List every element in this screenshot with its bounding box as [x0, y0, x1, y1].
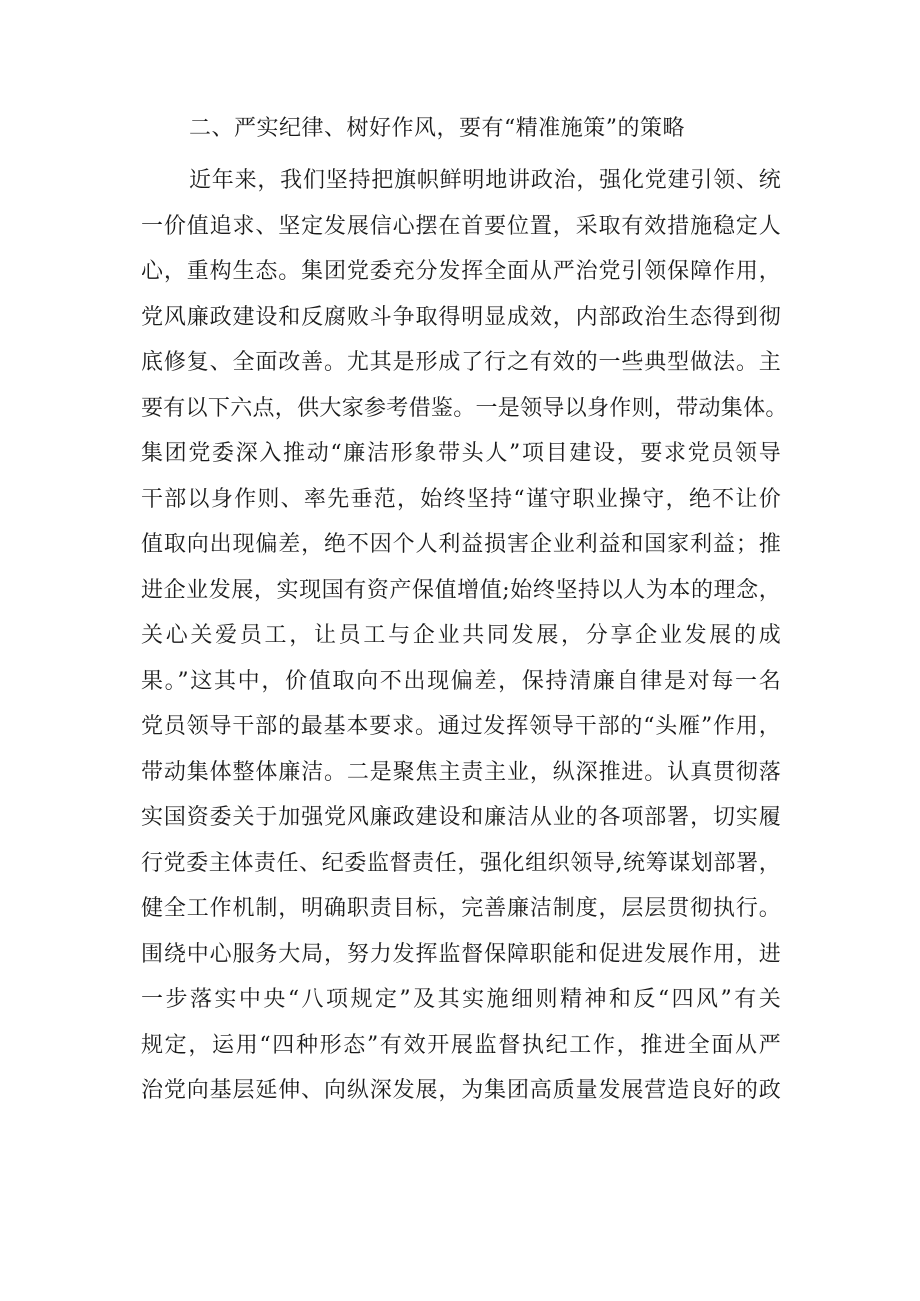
paragraph-line: 带动集体整体廉洁。二是聚焦主责主业，纵深推进。认真贯彻落 [141, 759, 781, 785]
paragraph-line: 干部以身作则、率先垂范，始终坚持“谨守职业操守，绝不让价 [141, 486, 781, 512]
paragraph-line: 行党委主体责任、纪委监督责任，强化组织领导,统筹谋划部署， [141, 850, 781, 876]
paragraph-line: 围绕中心服务大局，努力发挥监督保障职能和促进发展作用，进 [141, 941, 781, 967]
paragraph-line: 要有以下六点，供大家参考借鉴。一是领导以身作则，带动集体。 [141, 395, 788, 421]
paragraph-line: 关心关爱员工，让员工与企业共同发展，分享企业发展的成 [141, 623, 781, 648]
paragraph-line: 党员领导干部的最基本要求。通过发挥领导干部的“头雁”作用， [141, 714, 781, 739]
body-paragraph [141, 158, 788, 1114]
paragraph-line: 进企业发展，实现国有资产保值增值;始终坚持以人为本的理念， [141, 577, 781, 603]
section-heading: 二、严实纪律、树好作风，要有“精准施策”的策略 [189, 116, 685, 141]
paragraph-line: 值取向出现偏差，绝不因个人利益损害企业利益和国家利益；推 [141, 532, 781, 557]
paragraph-line: 规定，运用“四种形态”有效开展监督执纪工作，推进全面从严 [141, 1032, 781, 1058]
paragraph-line: 党风廉政建设和反腐败斗争取得明显成效，内部政治生态得到彻 [141, 304, 781, 330]
paragraph-line: 心，重构生态。集团党委充分发挥全面从严治党引领保障作用， [141, 259, 781, 284]
paragraph-line: 底修复、全面改善。尤其是形成了行之有效的一些典型做法。主 [141, 350, 781, 375]
paragraph-line: 治党向基层延伸、向纵深发展，为集团高质量发展营造良好的政 [141, 1078, 781, 1103]
paragraph-line: 集团党委深入推动“廉洁形象带头人”项目建设，要求党员领导 [141, 441, 781, 466]
paragraph-line: 一步落实中央“八项规定”及其实施细则精神和反“四风”有关 [141, 987, 781, 1012]
paragraph-line: 近年来，我们坚持把旗帜鲜明地讲政治，强化党建引领、统 [189, 168, 781, 193]
paragraph-line: 健全工作机制，明确职责目标，完善廉洁制度，层层贯彻执行。 [141, 896, 781, 921]
paragraph-line: 果。”这其中，价值取向不出现偏差，保持清廉自律是对每一名 [141, 668, 781, 694]
paragraph-line: 一价值追求、坚定发展信心摆在首要位置，采取有效措施稳定人 [141, 213, 781, 239]
paragraph-line: 实国资委关于加强党风廉政建设和廉洁从业的各项部署，切实履 [141, 805, 781, 830]
